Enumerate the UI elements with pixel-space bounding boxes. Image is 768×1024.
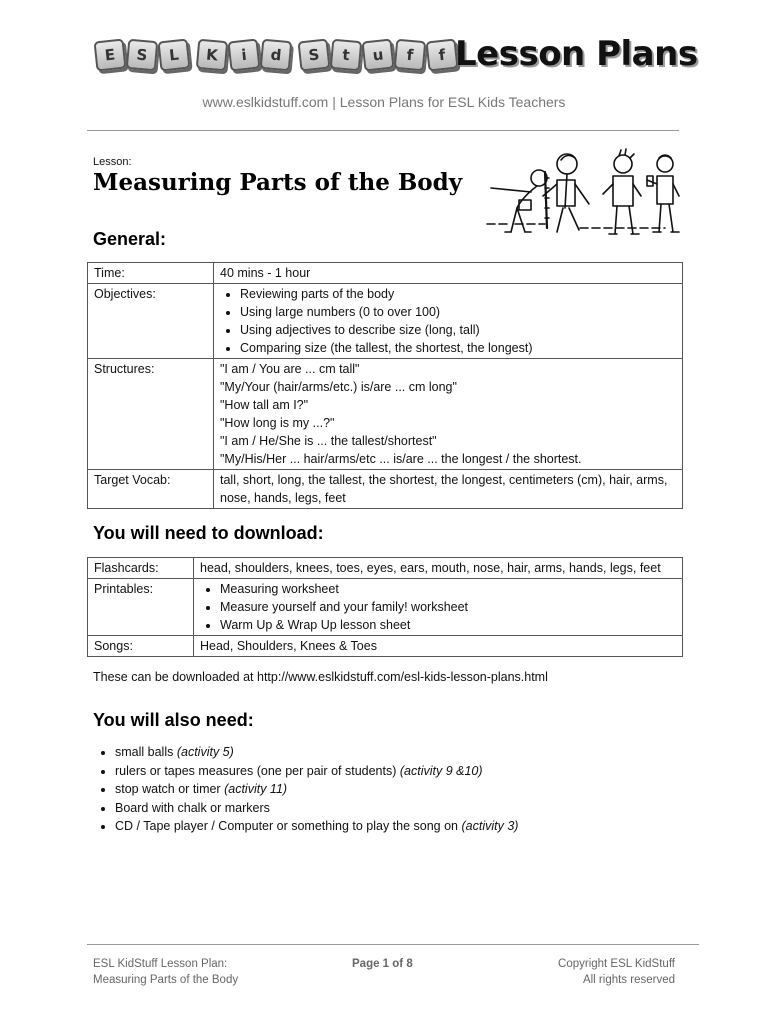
structure-line: "How tall am I?" <box>220 398 309 412</box>
time-value: 40 mins - 1 hour <box>214 263 683 284</box>
list-item: • Reviewing parts of the body <box>240 285 676 303</box>
logo-letter: L <box>158 39 191 72</box>
printables-list <box>194 579 683 636</box>
list-item <box>115 780 675 799</box>
footer-right-line: All rights reserved <box>582 974 675 986</box>
table-row <box>88 636 683 657</box>
list-item: • Using large numbers (0 to over 100) <box>240 303 676 321</box>
item-activity: (activity 11) <box>224 782 288 796</box>
item-text: Board with chalk or markers <box>115 800 270 815</box>
item-activity: (activity 5) <box>176 745 234 759</box>
structures-list <box>214 359 683 470</box>
songs-label: Songs: <box>88 636 194 657</box>
logo-letter: K <box>196 39 229 72</box>
list-item <box>115 817 675 836</box>
logo-letter: f <box>426 39 459 72</box>
printables-label: Printables: <box>88 579 194 636</box>
flashcards-value: head, shoulders, knees, toes, eyes, ears, mouth, nose, hair, arms, hands, legs, feet <box>194 558 683 579</box>
general-heading: General: <box>93 229 167 249</box>
logo-letter: S <box>126 39 159 72</box>
item-text: rulers or tapes measures (one per pair of students) <box>115 763 400 778</box>
table-row <box>88 284 683 359</box>
item-text: small balls <box>115 745 177 759</box>
structure-line: "My/His/Her ... hair/arms/etc ... is/are ... the longest / the shortest. <box>220 452 582 466</box>
kids-measuring-illustration <box>485 148 685 240</box>
vocab-label: Target Vocab: <box>88 470 214 509</box>
footer-left-line: ESL KidStuff Lesson Plan: <box>93 958 228 970</box>
structure-line: "I am / He/She is ... the tallest/shortest" <box>220 434 437 448</box>
download-heading: You will need to download: <box>93 523 324 543</box>
structure-line: "How long is my ...?" <box>220 416 335 430</box>
table-row <box>88 558 683 579</box>
download-note: These can be downloaded at http://www.eslkidstuff.com/esl-kids-lesson-plans.html <box>93 670 548 684</box>
table-row <box>88 579 683 636</box>
list-item: • Using adjectives to describe size (long, tall) <box>240 321 676 339</box>
list-item: • Measuring worksheet <box>220 580 676 598</box>
logo-letter: d <box>260 39 293 72</box>
table-row <box>88 470 683 509</box>
list-item <box>115 743 675 762</box>
item-activity: (activity 9 &10) <box>399 763 483 778</box>
item-text: stop watch or timer <box>115 782 225 796</box>
footer-right <box>520 956 675 988</box>
footer-left <box>93 956 238 988</box>
header-divider <box>87 130 679 131</box>
page-number: Page 1 of 8 <box>352 958 413 970</box>
site-logo <box>95 32 459 78</box>
footer-left-line: Measuring Parts of the Body <box>93 974 239 986</box>
list-item: • Measure yourself and your family! worksheet <box>220 598 676 616</box>
objectives-label: Objectives: <box>88 284 214 359</box>
footer-divider <box>87 944 699 945</box>
structure-line: "I am / You are ... cm tall" <box>220 362 360 376</box>
item-activity: (activity 3) <box>461 819 519 833</box>
logo-letter: E <box>94 39 127 72</box>
logo-letter: f <box>394 39 427 72</box>
logo-letter: i <box>228 39 261 72</box>
list-item: • Comparing size (the tallest, the shortest, the longest) <box>240 339 676 357</box>
structure-line: "My/Your (hair/arms/etc.) is/are ... cm long" <box>220 380 457 394</box>
logo-letter: t <box>330 39 363 72</box>
site-subtitle: www.eslkidstuff.com | Lesson Plans for ESL Kids Teachers <box>202 94 566 110</box>
songs-value: Head, Shoulders, Knees & Toes <box>194 636 683 657</box>
list-item: • Warm Up & Wrap Up lesson sheet <box>220 616 676 634</box>
also-need-list <box>93 743 675 836</box>
also-need-heading: You will also need: <box>93 710 254 730</box>
lesson-plans-title: Lesson Plans <box>455 34 698 74</box>
general-table <box>87 262 683 509</box>
list-item <box>115 762 675 781</box>
logo-letter: u <box>362 39 395 72</box>
flashcards-label: Flashcards: <box>88 558 194 579</box>
vocab-value: tall, short, long, the tallest, the shortest, the longest, centimeters (cm), hair, arms, nose, hands, legs, feet <box>214 470 683 509</box>
download-table <box>87 557 683 657</box>
logo-letter: S <box>298 39 331 72</box>
item-text: CD / Tape player / Computer or something to play the song on <box>115 819 462 833</box>
list-item <box>115 799 675 818</box>
table-row <box>88 263 683 284</box>
time-label: Time: <box>88 263 214 284</box>
lesson-label: Lesson: <box>93 156 132 168</box>
lesson-title: Measuring Parts of the Body <box>93 169 463 196</box>
footer-right-line: Copyright ESL KidStuff <box>558 958 675 970</box>
objectives-list <box>214 284 683 359</box>
table-row <box>88 359 683 470</box>
structures-label: Structures: <box>88 359 214 470</box>
